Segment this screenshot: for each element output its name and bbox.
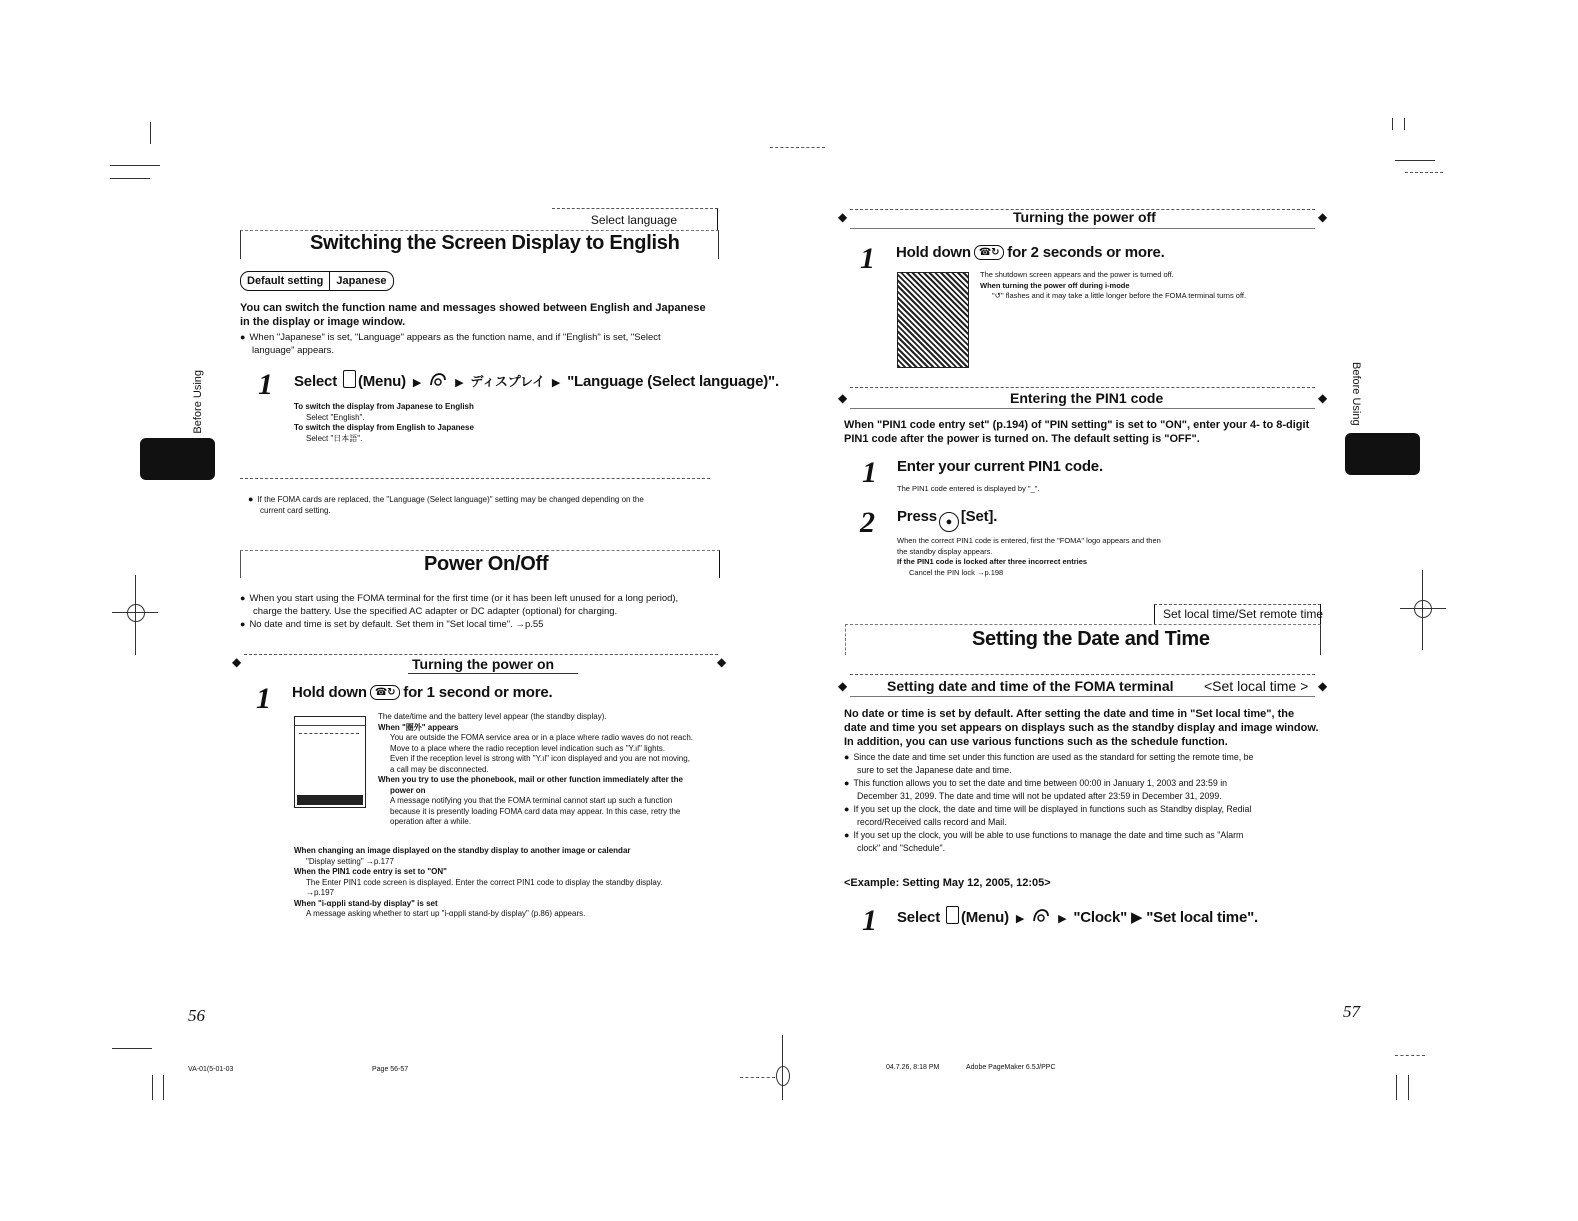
default-setting-label: Default setting	[241, 272, 330, 290]
subtitle-entering-pin: Entering the PIN1 code	[1010, 390, 1164, 406]
settings-icon	[1031, 907, 1051, 925]
power-bullet1-line1: ● When you start using the FOMA terminal for the first time (or it has been left unused for a long period),	[240, 592, 730, 605]
footer-date: 04.7.26, 8:18 PM	[886, 1064, 940, 1071]
step-number: 2	[860, 506, 875, 539]
press-word: Press	[897, 508, 937, 525]
date-bullet3-line1: ● If you set up the clock, the date and time will be displayed in functions such as Standby display, Redial	[844, 803, 1334, 816]
switch-intro	[240, 301, 720, 329]
power-key-icon: ☎↻	[370, 685, 400, 700]
power-bullet2: ● No date and time is set by default. Set them in "Set local time". →p.55	[240, 618, 730, 631]
select-language-tag-text: Select language	[590, 213, 677, 227]
off-note-1: The shutdown screen appears and the power is turned off.	[980, 270, 1174, 279]
power-on-notes	[378, 712, 738, 828]
diamond-icon: ◆	[838, 679, 848, 693]
step-number: 1	[258, 368, 273, 401]
step-menu-word: (Menu)	[357, 373, 406, 390]
settings-icon	[428, 371, 448, 389]
date-intro	[844, 707, 1334, 749]
date-intro-line2: date and time you set appears on displays such as the standby display and image window.	[844, 722, 1319, 734]
power-key-icon: ☎↻	[974, 245, 1004, 260]
on-note-12: When changing an image displayed on the standby display to another image or calendar	[294, 846, 631, 855]
sub-note-body1: Select "English".	[306, 412, 365, 422]
step-number: 1	[862, 904, 877, 937]
hold-down-word: Hold down	[896, 244, 971, 261]
standby-display-image	[294, 716, 366, 808]
center-key-icon: ●	[939, 512, 959, 532]
footer-app: Adobe PageMaker 6.5J/PPC	[966, 1064, 1056, 1071]
date-bullets	[844, 751, 1334, 855]
triangle-arrow-icon: ▶	[412, 377, 422, 389]
default-setting-box	[240, 271, 394, 291]
triangle-arrow-icon: ▶	[551, 377, 561, 389]
diamond-icon: ◆	[1318, 210, 1328, 224]
on-note-2: When "圏外" appears	[378, 722, 459, 732]
triangle-arrow-icon: ▶	[1058, 913, 1067, 925]
shutdown-screen-image	[897, 272, 969, 368]
switch-intro-line1: You can switch the function name and messages showed between English and Japanese	[240, 302, 706, 314]
off-note-2: When turning the power off during i-mode	[980, 280, 1130, 290]
title-switch-display: Switching the Screen Display to English	[310, 232, 680, 254]
diamond-icon: ◆	[1318, 391, 1328, 405]
on-note-8: power on	[390, 785, 426, 795]
set-local-time-tag-text: Set local time/Set remote time	[1163, 607, 1324, 621]
step-select-word: Select	[294, 373, 337, 390]
step-number: 1	[256, 682, 271, 715]
pin-s2-note-4: Cancel the PIN lock →p.198	[909, 567, 1004, 577]
on-note-11: operation after a while.	[390, 817, 471, 826]
footer-page: Page 56-57	[372, 1066, 409, 1073]
menu-key-icon	[946, 906, 959, 924]
step-select-word: Select	[897, 909, 940, 926]
on-note-7: When you try to use the phonebook, mail or other function immediately after the	[378, 775, 683, 784]
pin-s2-note-2: the standby display appears.	[897, 546, 993, 556]
on-note-14: When the PIN1 code entry is set to "ON"	[294, 867, 447, 876]
pin-step2-notes	[897, 536, 1277, 578]
step-select-clock	[897, 906, 1258, 926]
foma-card-note-line2: current card setting.	[260, 505, 331, 515]
on-note-6: a call may be disconnected.	[390, 764, 489, 774]
on-note-4: Move to a place where the radio reception level indication such as "Y.ıl" lights.	[390, 743, 666, 753]
step-enter-pin: Enter your current PIN1 code.	[897, 458, 1103, 475]
on-note-16: →p.197	[306, 888, 335, 897]
pin-s2-note-1: When the correct PIN1 code is entered, first the "FOMA" logo appears and then	[897, 536, 1161, 545]
hold-down-duration: for 1 second or more.	[403, 684, 553, 701]
diamond-icon: ◆	[232, 655, 242, 669]
set-local-time-tag	[1154, 604, 1324, 625]
power-bullet1-line2: charge the battery. Use the specified AC adapter or DC adapter (optional) for charging.	[253, 606, 618, 617]
pin-intro-line2: PIN1 code after the power is turned on. The default setting is "OFF".	[844, 433, 1200, 445]
diamond-icon: ◆	[717, 655, 727, 669]
page-number-right: 57	[1343, 1002, 1360, 1021]
date-bullet4-line1: ● If you set up the clock, you will be able to use functions to manage the date and time such as "Alarm	[844, 829, 1334, 842]
subhead-rule	[850, 674, 1315, 675]
diamond-icon: ◆	[838, 391, 848, 405]
date-intro-line1: No date or time is set by default. After setting the date and time in "Set local time", the	[844, 708, 1295, 720]
on-note-1: The date/time and the battery level appear (the standby display).	[378, 712, 607, 721]
subhead-rule	[850, 387, 1315, 388]
step-kana-word: ディスプレイ	[470, 374, 545, 389]
set-word: [Set].	[960, 508, 998, 525]
on-note-9: A message notifying you that the FOMA terminal cannot start up such a function	[390, 796, 673, 805]
page-number-left: 56	[188, 1006, 205, 1025]
on-note-13: "Display setting" →p.177	[306, 856, 394, 866]
switch-bullet	[240, 331, 720, 357]
off-note-3: "↺" flashes and it may take a little longer before the FOMA terminal turns off.	[992, 291, 1247, 300]
step-number: 1	[862, 456, 877, 489]
side-tab-right	[1345, 433, 1420, 475]
pin-intro-line1: When "PIN1 code entry set" (p.194) of "PIN setting" is set to "ON", enter your 4- to 8-digit	[844, 419, 1310, 431]
sub-note-body2: Select "日本語".	[306, 433, 363, 443]
default-setting-value: Japanese	[336, 275, 387, 287]
switch-bullet-line2: language" appears.	[252, 345, 335, 356]
date-bullet1-line2: sure to set the Japanese date and time.	[857, 765, 1012, 775]
date-bullet2-line1: ● This function allows you to set the date and time between 00:00 in January 1, 2003 and 23:59 in	[844, 777, 1334, 790]
step-press-set	[897, 508, 997, 532]
pin-intro	[844, 418, 1324, 446]
menu-key-icon	[343, 370, 356, 388]
subtitle-turning-off: Turning the power off	[1013, 209, 1156, 225]
date-bullet3-line2: record/Received calls record and Mail.	[857, 817, 1007, 827]
step-menu-word: (Menu)	[960, 909, 1009, 926]
pin-s2-note-3: If the PIN1 code is locked after three incorrect entries	[897, 557, 1088, 566]
title-power-onoff: Power On/Off	[424, 553, 549, 575]
title-setting-date-time: Setting the Date and Time	[972, 628, 1210, 650]
foma-card-note	[248, 494, 718, 516]
footer-code: VA-01(5-01-03	[188, 1066, 234, 1073]
triangle-arrow-icon: ▶	[455, 377, 464, 389]
on-note-10: because it is presently loading FOMA card data may appear. In this case, retry the	[390, 806, 681, 816]
side-tab-left	[140, 438, 215, 480]
subtitle-set-local-time: <Set local time >	[1204, 678, 1309, 694]
step-clock-word: "Clock" ▶ "Set local time".	[1073, 909, 1258, 926]
step-number: 1	[860, 242, 875, 275]
on-note-5: Even if the reception level is strong with "Y.ıl" icon displayed and you are not moving,	[390, 754, 690, 763]
subtitle-turning-on: Turning the power on	[412, 656, 555, 672]
date-bullet1-line1: ● Since the date and time set under this function are used as the standard for setting the remote time, be	[844, 751, 1334, 764]
side-tab-label-left: Before Using	[192, 370, 204, 434]
triangle-arrow-icon: ▶	[1015, 913, 1025, 925]
date-bullet2-line2: December 31, 2099. The date and time will not be updated after 23:59 in December 31, 2099.	[857, 791, 1222, 801]
note-divider	[240, 478, 710, 479]
step-select-language	[294, 370, 779, 390]
side-tab-label-right: Before Using	[1350, 362, 1362, 426]
foma-card-note-line1: ● If the FOMA cards are replaced, the "Language (Select language)" setting may be changed depending on the	[248, 494, 718, 506]
diamond-icon: ◆	[1318, 679, 1328, 693]
select-language-tag	[552, 208, 718, 231]
subhead-rule	[244, 654, 718, 655]
on-note-15: The Enter PIN1 code screen is displayed. Enter the correct PIN1 code to display the standby display.	[306, 877, 663, 887]
step-language-word: "Language (Select language)".	[567, 373, 779, 390]
sub-note-head2: To switch the display from English to Japanese	[294, 423, 474, 432]
diamond-icon: ◆	[838, 210, 848, 224]
switch-bullet-line1: ● When "Japanese" is set, "Language" appears as the function name, and if "English" is set, "Select	[240, 331, 720, 344]
step-sub-notes	[294, 402, 714, 444]
date-bullet4-line2: clock" and "Schedule".	[857, 843, 946, 853]
step-hold-down-on	[292, 684, 552, 701]
power-on-notes-lower	[294, 846, 734, 920]
hold-down-word: Hold down	[292, 684, 367, 701]
hold-down-duration: for 2 seconds or more.	[1007, 244, 1165, 261]
switch-intro-line2: in the display or image window.	[240, 316, 406, 328]
power-bullets	[240, 592, 730, 631]
on-note-3: You are outside the FOMA service area or in a place where radio waves do not reach.	[390, 733, 693, 742]
on-note-17: When "i-αppli stand-by display" is set	[294, 898, 438, 908]
date-example: <Example: Setting May 12, 2005, 12:05>	[844, 877, 1051, 889]
on-note-18: A message asking whether to start up "i-αppli stand-by display" (p.86) appears.	[306, 909, 586, 918]
date-intro-line3: In addition, you can use various functions such as the schedule function.	[844, 736, 1228, 748]
power-off-notes	[980, 270, 1340, 302]
pin-step1-note: The PIN1 code entered is displayed by "_".	[897, 484, 1040, 493]
subtitle-setting-date: Setting date and time of the FOMA terminal	[887, 678, 1174, 694]
sub-note-head1: To switch the display from Japanese to English	[294, 402, 474, 411]
step-hold-down-off	[896, 244, 1165, 261]
